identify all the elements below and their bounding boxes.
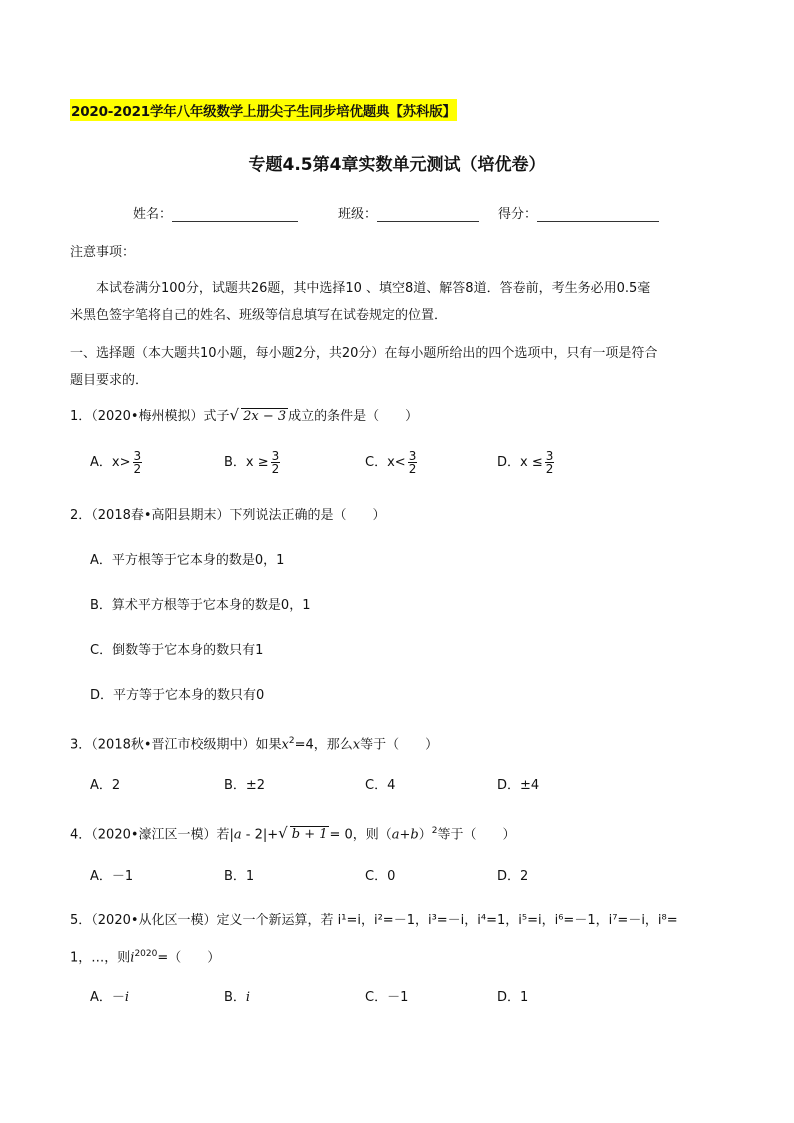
question-2-stem: 2．（2018春•高阳县期末）下列说法正确的是（ ） — [70, 508, 386, 523]
q5-option-a[interactable] — [90, 988, 129, 1008]
q1-option-a[interactable] — [90, 450, 142, 475]
class-label: 班级： — [338, 207, 378, 222]
q5-line-1: 5．（2020•从化区一模）定义一个新运算，若 i¹=i，i²=－1，i³=－i，i⁴=1，i⁵=i，i⁶=－1，i⁷=－i，i⁸= — [70, 913, 678, 928]
notice-line-1: 本试卷满分100分，试题共26题，其中选择10 、填空8道、解答8道．答卷前，考生务必用0.5毫 — [96, 281, 651, 296]
question-1-stem — [70, 405, 418, 427]
q1-b-fraction — [271, 450, 281, 475]
score-label: 得分： — [498, 207, 538, 222]
q3-exponent: 2 — [288, 736, 295, 746]
q1-option-b[interactable] — [224, 450, 280, 475]
page-title: 专题4.5第4章实数单元测试（培优卷） — [248, 155, 546, 175]
q4-exponent: 2 — [431, 826, 438, 836]
q4-stem-d: ） — [418, 827, 432, 843]
q2-option-b[interactable]: B．算术平方根等于它本身的数是0，1 — [90, 598, 311, 613]
q2-option-a[interactable]: A．平方根等于它本身的数是0，1 — [90, 553, 285, 568]
q1-c-den: 2 — [408, 462, 417, 476]
question-3-stem — [70, 731, 438, 755]
q4-stem-a: 4．（2020•濠江区一模）若| — [70, 827, 234, 843]
q5-b-label: B． — [224, 990, 246, 1005]
section-heading — [70, 344, 657, 391]
q5-line-2 — [70, 944, 678, 968]
question-5-stem — [70, 911, 678, 968]
q1-b-op: ≥ — [257, 455, 269, 470]
q2-option-c[interactable]: C．倒数等于它本身的数只有1 — [90, 643, 264, 658]
q1-option-d[interactable] — [497, 450, 554, 475]
question-4-stem — [70, 821, 516, 845]
q1-radicand: 2x − 3 — [243, 409, 287, 424]
q4-var-ab: a+b — [391, 827, 419, 843]
q5-option-d[interactable]: D．1 — [497, 990, 529, 1005]
q5-option-b[interactable] — [224, 988, 250, 1008]
q4-option-c[interactable]: C．0 — [365, 869, 396, 884]
q1-a-label: A．x — [90, 455, 120, 470]
q3-var-x: x — [281, 737, 289, 753]
q4-stem-b: - 2|+ — [241, 827, 279, 843]
score-blank — [537, 207, 659, 222]
q3-option-c[interactable]: C．4 — [365, 778, 396, 793]
q1-c-fraction — [408, 450, 418, 475]
name-label: 姓名： — [133, 207, 173, 222]
q1-d-op: ≤ — [531, 455, 543, 470]
q1-suffix: 成立的条件是（ ） — [288, 409, 419, 424]
q1-c-op: < — [394, 455, 406, 470]
q1-b-num: 3 — [271, 449, 280, 463]
q1-d-fraction — [545, 450, 555, 475]
q3-option-d[interactable]: D．±4 — [497, 778, 540, 793]
q1-c-label: C．x — [365, 455, 395, 470]
q1-a-fraction — [133, 450, 143, 475]
q1-d-label: D．x — [497, 455, 528, 470]
notice-heading: 注意事项： — [70, 245, 136, 260]
q1-b-label: B．x — [224, 455, 254, 470]
q4-option-a[interactable]: A．－1 — [90, 869, 134, 884]
name-blank — [172, 207, 298, 222]
q3-var-x-2: x — [352, 737, 361, 753]
notice-line-2: 米黑色签字笔将自己的姓名、班级等信息填写在试卷规定的位置． — [70, 308, 448, 323]
q5-var-i: i — [130, 950, 135, 966]
q5-exponent: 2020 — [134, 949, 158, 959]
q5-a-label: A．－ — [90, 990, 125, 1005]
q5-line2-a: 1，…，则 — [70, 950, 131, 966]
q3-option-a[interactable]: A．2 — [90, 778, 121, 793]
q1-c-num: 3 — [408, 449, 417, 463]
header-highlight: 2020-2021学年八年级数学上册尖子生同步培优题典【苏科版】 — [70, 99, 457, 121]
q4-stem-e: 等于（ ） — [437, 827, 516, 843]
q4-stem-c: = 0，则（ — [329, 827, 392, 843]
class-blank — [377, 207, 479, 222]
q3-stem-b: =4，那么 — [294, 737, 353, 753]
q4-option-d[interactable]: D．2 — [497, 869, 529, 884]
section-line-1: 一、选择题（本大题共10小题，每小题2分，共20分）在每小题所给出的四个选项中，只有一项是符合 — [70, 346, 658, 361]
q5-line2-c: =（ ） — [157, 950, 221, 966]
q1-a-num: 3 — [133, 449, 142, 463]
q2-option-d[interactable]: D．平方等于它本身的数只有0 — [90, 688, 265, 703]
name-field — [133, 203, 298, 222]
q4-var-a: a — [233, 827, 242, 843]
q5-option-c[interactable]: C．－1 — [365, 990, 409, 1005]
score-field — [498, 203, 659, 222]
q3-stem-a: 3．（2018秋•晋江市校级期中）如果 — [70, 737, 282, 753]
q4-option-b[interactable]: B．1 — [224, 869, 255, 884]
q1-d-den: 2 — [545, 462, 554, 476]
q4-radicand: b + 1 — [291, 827, 328, 843]
q1-sqrt: √ 2x − 3 — [229, 406, 287, 424]
q1-a-op: > — [119, 455, 131, 470]
q1-option-c[interactable] — [365, 450, 417, 475]
q3-option-b[interactable]: B．±2 — [224, 778, 266, 793]
notice-paragraph — [70, 279, 730, 326]
q5-a-var: i — [124, 990, 130, 1005]
section-line-2: 题目要求的． — [70, 373, 149, 388]
q1-prefix: 1．（2020•梅州模拟）式子 — [70, 409, 230, 424]
q3-stem-c: 等于（ ） — [360, 737, 439, 753]
q1-a-den: 2 — [133, 462, 142, 476]
q5-b-var: i — [245, 990, 251, 1005]
class-field — [338, 203, 479, 222]
q1-d-num: 3 — [545, 449, 554, 463]
q4-sqrt: √ b + 1 — [278, 824, 328, 843]
q1-b-den: 2 — [271, 462, 280, 476]
